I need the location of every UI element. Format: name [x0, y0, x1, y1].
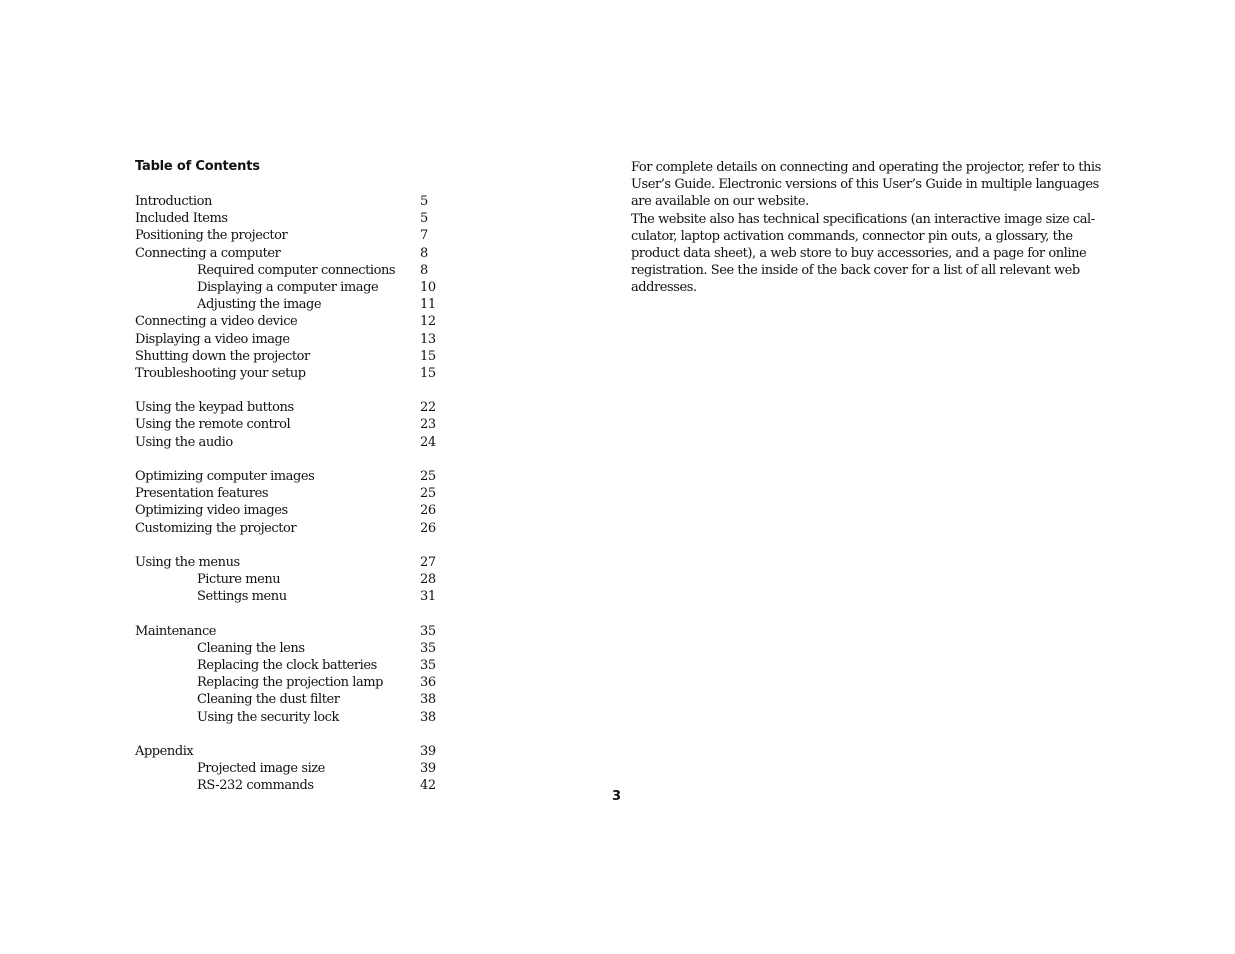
- toc-entry-page: 10: [420, 279, 436, 295]
- toc-entry-page: 12: [420, 314, 436, 330]
- toc-entry-page: 11: [420, 297, 436, 313]
- toc-subentry[interactable]: [135, 691, 455, 708]
- toc-entry-page: 26: [420, 520, 436, 536]
- toc-entry-page: 13: [420, 331, 436, 347]
- intro-text: [631, 159, 1111, 297]
- toc-entry-label: RS-232 commands: [197, 778, 314, 794]
- intro-line: are available on our website.: [631, 194, 809, 210]
- toc-entry-page: 35: [420, 640, 436, 656]
- toc-entry-label: Maintenance: [135, 623, 217, 639]
- intro-line: culator, laptop activation commands, connector pin outs, a glossary, the: [631, 228, 1073, 244]
- toc-entry[interactable]: [135, 245, 455, 262]
- toc-entry[interactable]: [135, 554, 455, 571]
- toc-entry-label: Troubleshooting your setup: [135, 365, 306, 381]
- toc-subentry[interactable]: [135, 760, 455, 777]
- table-of-contents: [135, 193, 455, 795]
- toc-entry-label: Connecting a video device: [135, 314, 298, 330]
- toc-entry-page: 35: [420, 623, 436, 639]
- toc-entry-page: 26: [420, 503, 436, 519]
- toc-entry-page: 38: [420, 709, 436, 725]
- toc-entry-label: Using the remote control: [135, 417, 291, 433]
- page-number: 3: [612, 789, 622, 804]
- intro-line: The website also has technical specifications (an interactive image size cal-: [631, 211, 1095, 227]
- toc-entry-page: 25: [420, 486, 436, 502]
- toc-title: Table of Contents: [135, 159, 260, 174]
- intro-line: addresses.: [631, 280, 697, 296]
- toc-entry[interactable]: [135, 365, 455, 382]
- toc-entry[interactable]: [135, 520, 455, 537]
- toc-group-spacer: [135, 726, 455, 743]
- toc-entry[interactable]: [135, 743, 455, 760]
- toc-subentry[interactable]: [135, 262, 455, 279]
- toc-entry[interactable]: [135, 313, 455, 330]
- toc-subentry[interactable]: [135, 279, 455, 296]
- toc-entry-page: 38: [420, 692, 436, 708]
- toc-entry-label: Customizing the projector: [135, 520, 297, 536]
- toc-entry-page: 8: [420, 245, 428, 261]
- toc-entry-label: Settings menu: [197, 589, 287, 605]
- toc-entry-page: 15: [420, 348, 436, 364]
- toc-entry-page: 31: [420, 589, 436, 605]
- toc-entry[interactable]: [135, 416, 455, 433]
- toc-entry-label: Optimizing video images: [135, 503, 288, 519]
- toc-entry[interactable]: [135, 348, 455, 365]
- toc-entry-page: 5: [420, 194, 428, 209]
- toc-entry[interactable]: [135, 623, 455, 640]
- toc-entry[interactable]: [135, 210, 455, 227]
- intro-paragraph-2: [631, 211, 1111, 297]
- toc-subentry[interactable]: [135, 640, 455, 657]
- toc-group-spacer: [135, 451, 455, 468]
- toc-entry-page: 15: [420, 365, 436, 381]
- toc-entry[interactable]: [135, 434, 455, 451]
- toc-entry-page: 27: [420, 554, 436, 570]
- intro-paragraph-1: [631, 159, 1111, 211]
- toc-subentry[interactable]: [135, 674, 455, 691]
- toc-entry-label: Required computer connections: [197, 262, 396, 278]
- toc-entry-label: Connecting a computer: [135, 245, 281, 261]
- toc-subentry[interactable]: [135, 571, 455, 588]
- toc-entry-label: Using the security lock: [197, 709, 339, 725]
- toc-entry[interactable]: [135, 227, 455, 244]
- toc-group-spacer: [135, 537, 455, 554]
- toc-entry-label: Positioning the projector: [135, 228, 288, 244]
- toc-group-spacer: [135, 606, 455, 623]
- toc-entry-page: 39: [420, 744, 436, 759]
- toc-entry-label: Using the menus: [135, 554, 240, 570]
- toc-entry-label: Replacing the clock batteries: [197, 658, 377, 674]
- toc-entry-label: Replacing the projection lamp: [197, 675, 383, 691]
- toc-entry-page: 25: [420, 469, 436, 484]
- intro-line: registration. See the inside of the back cover for a list of all relevant web: [631, 263, 1080, 279]
- toc-entry-label: Projected image size: [197, 761, 325, 777]
- toc-group-spacer: [135, 382, 455, 399]
- toc-subentry[interactable]: [135, 709, 455, 726]
- toc-entry[interactable]: [135, 193, 455, 210]
- toc-entry-page: 39: [420, 761, 436, 777]
- toc-entry-label: Displaying a video image: [135, 331, 290, 347]
- toc-entry-page: 28: [420, 572, 436, 588]
- toc-entry-label: Using the audio: [135, 434, 233, 450]
- toc-subentry[interactable]: [135, 777, 455, 794]
- toc-entry-label: Shutting down the projector: [135, 348, 310, 364]
- intro-line: For complete details on connecting and operating the projector, refer to this: [631, 160, 1101, 175]
- toc-entry-label: Picture menu: [197, 572, 281, 588]
- toc-entry-label: Displaying a computer image: [197, 279, 379, 295]
- intro-line: User’s Guide. Electronic versions of this User’s Guide in multiple languages: [631, 177, 1099, 193]
- toc-entry-label: Presentation features: [135, 486, 269, 502]
- intro-line: product data sheet), a web store to buy accessories, and a page for online: [631, 246, 1087, 262]
- toc-entry-page: 7: [420, 228, 428, 244]
- toc-entry-page: 23: [420, 417, 436, 433]
- toc-entry-page: 36: [420, 675, 436, 691]
- toc-entry-label: Optimizing computer images: [135, 469, 315, 484]
- toc-entry-label: Using the keypad buttons: [135, 400, 294, 416]
- toc-entry-page: 35: [420, 658, 436, 674]
- toc-entry-page: 42: [420, 778, 436, 794]
- toc-entry-label: Cleaning the dust filter: [197, 692, 340, 708]
- toc-entry[interactable]: [135, 485, 455, 502]
- toc-entry-page: 24: [420, 434, 436, 450]
- toc-entry-label: Adjusting the image: [197, 297, 322, 313]
- toc-entry[interactable]: [135, 331, 455, 348]
- toc-entry-page: 8: [420, 262, 428, 278]
- toc-entry-page: 5: [420, 211, 428, 227]
- toc-entry[interactable]: [135, 468, 455, 485]
- toc-entry-label: Included Items: [135, 211, 228, 227]
- toc-subentry[interactable]: [135, 588, 455, 605]
- toc-entry[interactable]: [135, 399, 455, 416]
- toc-entry[interactable]: [135, 502, 455, 519]
- toc-subentry[interactable]: [135, 657, 455, 674]
- toc-subentry[interactable]: [135, 296, 455, 313]
- toc-entry-page: 22: [420, 400, 436, 416]
- toc-entry-label: Appendix: [135, 744, 194, 759]
- toc-entry-label: Cleaning the lens: [197, 640, 305, 656]
- toc-entry-label: Introduction: [135, 194, 212, 209]
